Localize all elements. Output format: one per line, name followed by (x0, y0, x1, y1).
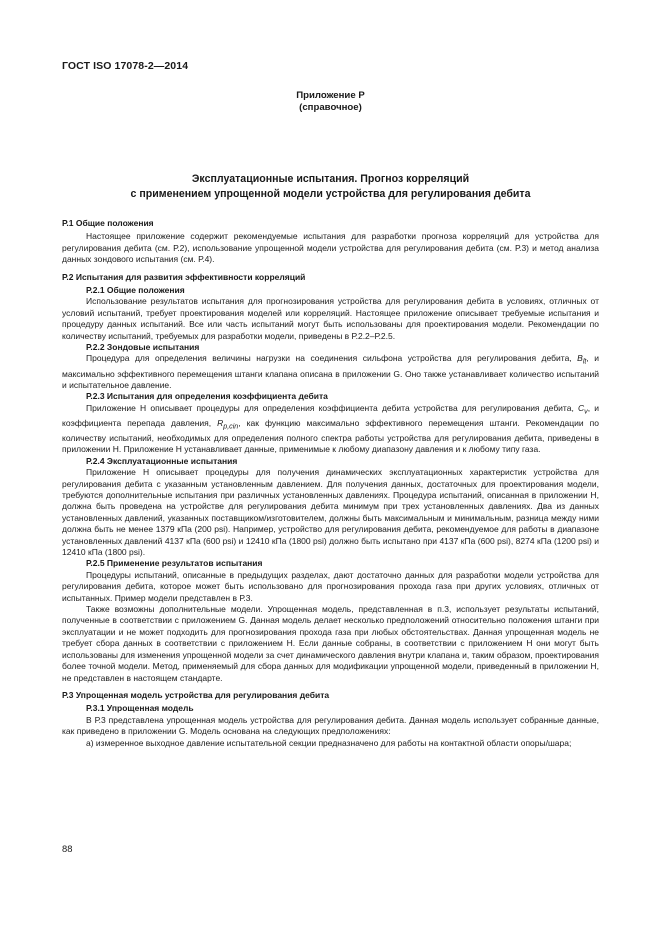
page-number: 88 (62, 843, 73, 854)
document-body (62, 218, 599, 749)
paragraph-p2-5-a: Процедуры испытаний, описанные в предыдущих разделах, дают достаточно данных для разработки модели устройства для регулирования дебита, которое может быть использовано для прогнозирования прохода газа при других условиях, отличных от испытанных. Пример модели представлен в Р.3. (62, 569, 599, 603)
list-item-a: а) измеренное выходное давление испытательной секции предназначено для работы на контактной области опоры/шара; (86, 737, 572, 748)
symbol-b: B (577, 353, 583, 364)
paragraph-p2-3: Приложение Н описывает процедуры для определения коэффициента дебита устройства для регулирования дебита, $C_v$, и коэффициента перепада давления, $R_{p,cin}$, как функцию максимально эффективного перемещения штанги. Рекомендации по количеству испытаний, необходимых для определения полного спектра работы устройства для регулирования дебита, приведены в приложении Н. Приложение Н устанавливает данные, применимые к любому диапазону давления и к любому типу газа. (62, 402, 599, 455)
paragraph-p2-4: Приложение Н описывает процедуры для получения динамических эксплуатационных характеристик устройства для регулирования дебита с указанным установленным давлением. Для получения данных, достаточных для проектирования модели, требуются дополнительные испытания при различных установленных давлениях. Процедура испытаний, описанная в приложении Н, должна быть проведена на устройстве для регулирования дебита минимум при трех установленных давлениях. Два из данных установленных давлений, указанных поставщиком/изготовителем, должны быть максимальным и минимальным, разница между ними должна быть не менее 1379 кПа (200 psi). Например, устройство для регулирования дебита, рекомендуемое для работы в диапазоне установленных давлений 4137 кПа (600 psi) и 12410 кПа (1800 psi) должно быть испытано при 4137 кПа (600 psi), 8274 кПа (1200 psi) и 12410 кПа (1800 psi). (62, 467, 599, 558)
paragraph-p1: Настоящее приложение содержит рекомендуемые испытания для разработки прогноза корреляций для устройства для регулирования дебита (см. Р.2), использование упрощенной модели устройства для регулирования дебита (см. Р.3) и метод анализа данных зондового испытания (см. Р.4). (62, 231, 599, 265)
paragraph-p2-1: Использование результатов испытания для прогнозирования устройства для регулирования дебита в условиях, отличных от условий испытаний, требует проектирования моделей или корреляций. Настоящее приложение описывает требуемые испытания и процедуру данных испытаний. Все или часть испытаний могут быть использованы для проектирования модели. Рекомендации по количеству испытаний, требуемых для разработки модели, приведены в Р.2.2–Р.2.5. (62, 296, 599, 341)
subsection-heading-p2-4: Р.2.4 Эксплуатационные испытания (86, 455, 238, 466)
symbol-r-subscript: p,cin (223, 422, 239, 431)
document-code: ГОСТ ISO 17078-2—2014 (62, 60, 189, 72)
subsection-heading-p2-1: Р.2.1 Общие положения (86, 285, 185, 296)
annex-title: Приложение Р (296, 90, 365, 101)
annex-type: (справочное) (299, 102, 362, 113)
subsection-heading-p2-2: Р.2.2 Зондовые испытания (86, 342, 200, 353)
main-title-line-1: Эксплуатационные испытания. Прогноз корреляций (191, 173, 470, 185)
subsection-heading-p2-3: Р.2.3 Испытания для определения коэффициента дебита (86, 391, 328, 402)
paragraph-p3-1: В Р.3 представлена упрощенная модель устройства для регулирования дебита. Данная модель использует собранные данные, как приведено в приложении G. Модель основана на следующих предположениях: (62, 714, 599, 737)
section-heading-p3: Р.3 Упрощенная модель устройства для регулирования дебита (62, 689, 330, 700)
symbol-c-subscript: v (584, 407, 588, 416)
symbol-c: C (578, 402, 585, 413)
paragraph-p2-2: Процедура для определения величины нагрузки на соединения сильфона устройства для регулирования дебита, $B_{lt}$, и максимально эффективного перемещения штанги клапана описана в приложении G. Оно также устанавливает количество испытаний и испытательное давление. (62, 353, 599, 390)
subsection-heading-p3-1: Р.3.1 Упрощенная модель (86, 703, 194, 714)
section-heading-p2: Р.2 Испытания для развития эффективности корреляций (62, 271, 306, 282)
symbol-r: R (217, 417, 224, 428)
section-heading-p1: Р.1 Общие положения (62, 218, 154, 228)
paragraph-p2-5-b: Также возможны дополнительные модели. Упрощенная модель, представленная в п.3, использует результаты испытаний, полученные в соответствии с приложением G. Данная модель делает несколько предположений относительно положения штанги при эксплуатации и не может подходить для прогнозирования прохода газа при любых обстоятельствах. Данная упрощенная модель не требует сбора данных в соответствии с приложением Н. Если данные собраны, в соответствии с приложением Н они могут быть использованы для изменения упрощенной модели за счет динамического давления внутри клапана и, таким образом, проектирования более точной модели. Метод, применяемый для сбора данных для модификации упрощенной модели, приведенный в приложении Н, не представлен в настоящем стандарте. (62, 604, 599, 683)
subsection-heading-p2-5: Р.2.5 Применение результатов испытания (86, 558, 263, 569)
main-title-line-2: с применением упрощенной модели устройства для регулирования дебита (130, 188, 531, 200)
symbol-b-subscript: lt (582, 358, 587, 367)
